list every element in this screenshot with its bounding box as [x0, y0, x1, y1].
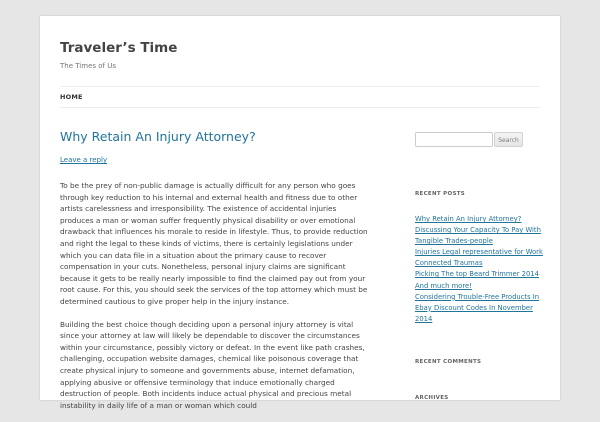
recent-comments-heading: RECENT COMMENTS [415, 359, 482, 365]
site-title[interactable]: Traveler’s Time [60, 40, 178, 56]
search-input[interactable] [415, 132, 493, 147]
post-paragraph: To be the prey of non-public damage is actually difficult for any person who goes through key reduction to his internal and external health and fitness due to other artists carelessness and irresponsibility. The existence of accidental injuries produces a man or woman suffer frequently physical disability or over emotional drawback that influences his morale to reside in lifestyle. Thus, to provide reduction and right the legal to these kinds of victims, there is certainly legislations under which you can data file in a situation about the primary cause to recover compensation in your cuts. Nonetheless, personal injury claims are significant because it gets to be really nearly impossible to find the claimed pay out from your root cause. For this, you should seek the services of the top attorney which must be determined cautious to give proper help in the injury instance. [60, 181, 368, 306]
recent-post-link[interactable]: Discussing Your Capacity To Pay With Tangible Trades-people [415, 226, 541, 246]
recent-post-link[interactable]: Picking The top Beard Trimmer 2014 And much more! [415, 270, 539, 290]
main-navigation [60, 86, 540, 108]
post-paragraph: Building the best choice though deciding upon a personal injury attorney is vital since your attorney at law will likely be dependable to discover the circumstances within your circumstance, possibly victory or defeat. In the event like path crashes, challenging, occupation website damages, chemical like poisonous coverage that create physical injury to someone and governments abuse, internet defamation, applying abusive or offensive terminology that induce emotionally charged destruction of people. Both incidents induce actual physical and precious metal instability in daily life of a man or woman which could [60, 319, 365, 410]
search-button[interactable]: Search [494, 132, 523, 147]
site-description: The Times of Us [60, 62, 116, 70]
post-content [60, 180, 372, 422]
nav-item-home[interactable]: HOME [60, 93, 83, 101]
recent-post-link[interactable]: Considering Trouble-Free Products In Ebay Discount Codes In November 2014 [415, 292, 540, 323]
recent-posts-heading: RECENT POSTS [415, 191, 466, 197]
recent-post-link[interactable]: Injuries Legal representative for Work Connected Traumas [415, 248, 543, 268]
post-title[interactable]: Why Retain An Injury Attorney? [60, 129, 256, 144]
recent-post-link[interactable]: Why Retain An Injury Attorney? [415, 215, 522, 223]
recent-posts-list [415, 214, 547, 325]
archives-heading: ARCHIVES [415, 395, 449, 401]
page-container [40, 16, 560, 410]
leave-reply-link[interactable]: Leave a reply [60, 156, 108, 164]
